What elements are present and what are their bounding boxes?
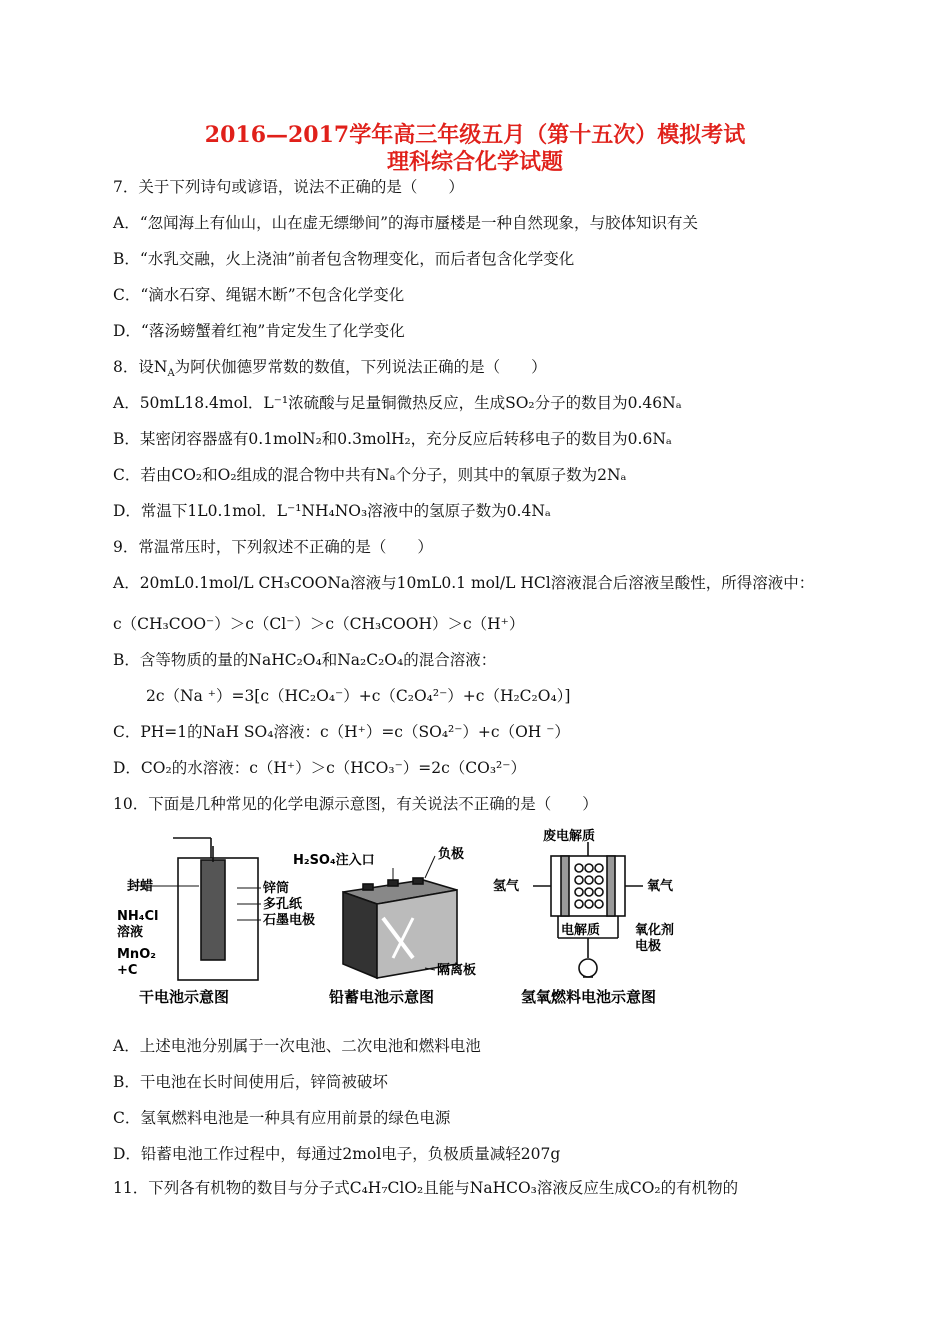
dry-label-seal: 封蜡 xyxy=(127,879,154,894)
fuel-label-electrode: 电极 xyxy=(635,939,662,954)
fuel-label-oxygen: 氧气 xyxy=(647,879,674,894)
exam-title: 2016—2017学年高三年级五月（第十五次）模拟考试 xyxy=(204,122,746,148)
fuel-label-hydrogen: 氢气 xyxy=(493,879,520,894)
fuel-label-electrolyte: 电解质 xyxy=(561,923,601,938)
q9-option-b: B．含等物质的量的NaHC₂O₄和Na₂C₂O₄的混合溶液： xyxy=(113,651,497,669)
exam-subtitle: 理科综合化学试题 xyxy=(386,149,563,175)
q10-option-a: A．上述电池分别属于一次电池、二次电池和燃料电池 xyxy=(113,1037,481,1055)
dry-cell-electrode xyxy=(201,860,225,960)
q10-option-d: D．铅蓄电池工作过程中，每通过2mol电子，负极质量减轻207g xyxy=(113,1145,561,1163)
q10-option-c: C．氢氧燃料电池是一种具有应用前景的绿色电源 xyxy=(113,1109,451,1127)
fuel-label-waste: 废电解质 xyxy=(543,829,596,844)
dry-label-c: +C xyxy=(117,963,138,978)
lead-acid-caption: 铅蓄电池示意图 xyxy=(329,988,435,1006)
q9-option-a: A．20mL0.1mol/L CH₃COONa溶液与10mL0.1 mol/L HCl溶液混合后溶液呈酸性，所得溶液中： xyxy=(113,574,815,592)
q8-stem-part2: 为阿伏伽德罗常数的数值，下列说法正确的是（ ） xyxy=(174,358,547,376)
dry-label-mno2: MnO₂ xyxy=(117,947,156,962)
q7-option-a: A．“忽闻海上有仙山，山在虚无缥缈间”的海市蜃楼是一种自然现象，与胶体知识有关 xyxy=(113,214,699,232)
q7-option-d: D．“落汤螃蟹着红袍”肯定发生了化学变化 xyxy=(113,322,405,340)
battery-diagrams-figure xyxy=(113,828,727,1008)
q11-stem: 11．下列各有机物的数目与分子式C₄H₇ClO₂且能与NaHCO₃溶液反应生成CO₂的有机物的 xyxy=(113,1179,739,1197)
fuel-label-oxidant: 氧化剂 xyxy=(635,923,675,938)
q8-option-d: D．常温下1L0.1mol．L⁻¹NH₄NO₃溶液中的氢原子数为0.4Nₐ xyxy=(113,502,551,520)
lead-label-inlet: H₂SO₄注入口 xyxy=(293,853,375,868)
q7-option-c: C．“滴水石穿、绳锯木断”不包含化学变化 xyxy=(113,286,405,304)
q9-stem: 9．常温常压时，下列叙述不正确的是（ ） xyxy=(113,538,433,556)
q9-option-d: D．CO₂的水溶液：c（H⁺）＞c（HCO₃⁻）=2c（CO₃²⁻） xyxy=(113,759,526,777)
dry-cell-caption: 干电池示意图 xyxy=(139,988,230,1006)
lead-label-separator: 隔离板 xyxy=(437,963,477,978)
lead-acid-diagram xyxy=(343,856,457,978)
q8-option-a: A．50mL18.4mol．L⁻¹浓硫酸与足量铜微热反应，生成SO₂分子的数目为0.46Nₐ xyxy=(113,394,682,412)
q8-option-c: C．若由CO₂和O₂组成的混合物中共有Nₐ个分子，则其中的氧原子数为2Nₐ xyxy=(113,466,627,484)
q9-option-c: C．PH=1的NaH SO₄溶液：c（H⁺）=c（SO₄²⁻）+c（OH ⁻） xyxy=(113,723,570,741)
dry-label-paper: 多孔纸 xyxy=(263,897,303,912)
q8-stem-part1: 8．设N xyxy=(113,358,168,376)
fuel-cell-caption: 氢氧燃料电池示意图 xyxy=(521,988,657,1006)
q8-stem xyxy=(113,357,547,380)
lead-label-negative: 负极 xyxy=(438,847,465,862)
dry-label-graphite: 石墨电极 xyxy=(263,913,316,928)
q9-option-a-expr: c（CH₃COO⁻）＞c（Cl⁻）＞c（CH₃COOH）＞c（H⁺） xyxy=(113,615,525,633)
q8-option-b: B．某密闭容器盛有0.1molN₂和0.3molH₂，充分反应后转移电子的数目为0.6Nₐ xyxy=(113,430,672,448)
dry-label-zinc: 锌筒 xyxy=(263,881,290,896)
q8-stem-sub: A xyxy=(167,368,175,380)
dry-label-nh4cl: NH₄Cl xyxy=(117,909,159,924)
q9-option-b-expr: 2c（Na ⁺）=3[c（HC₂O₄⁻）+c（C₂O₄²⁻）+c（H₂C₂O₄）] xyxy=(146,687,571,705)
dry-label-solution: 溶液 xyxy=(117,925,144,940)
q10-option-b: B．干电池在长时间使用后，锌筒被破坏 xyxy=(113,1073,388,1091)
q7-option-b: B．“水乳交融，火上浇油”前者包含物理变化，而后者包含化学变化 xyxy=(113,250,575,268)
fuel-cell-diagram xyxy=(533,842,643,977)
q7-stem: 7．关于下列诗句或谚语，说法不正确的是（ ） xyxy=(113,178,464,196)
q10-stem: 10．下面是几种常见的化学电源示意图，有关说法不正确的是（ ） xyxy=(113,795,598,813)
fuel-cell-bulb xyxy=(579,959,597,977)
